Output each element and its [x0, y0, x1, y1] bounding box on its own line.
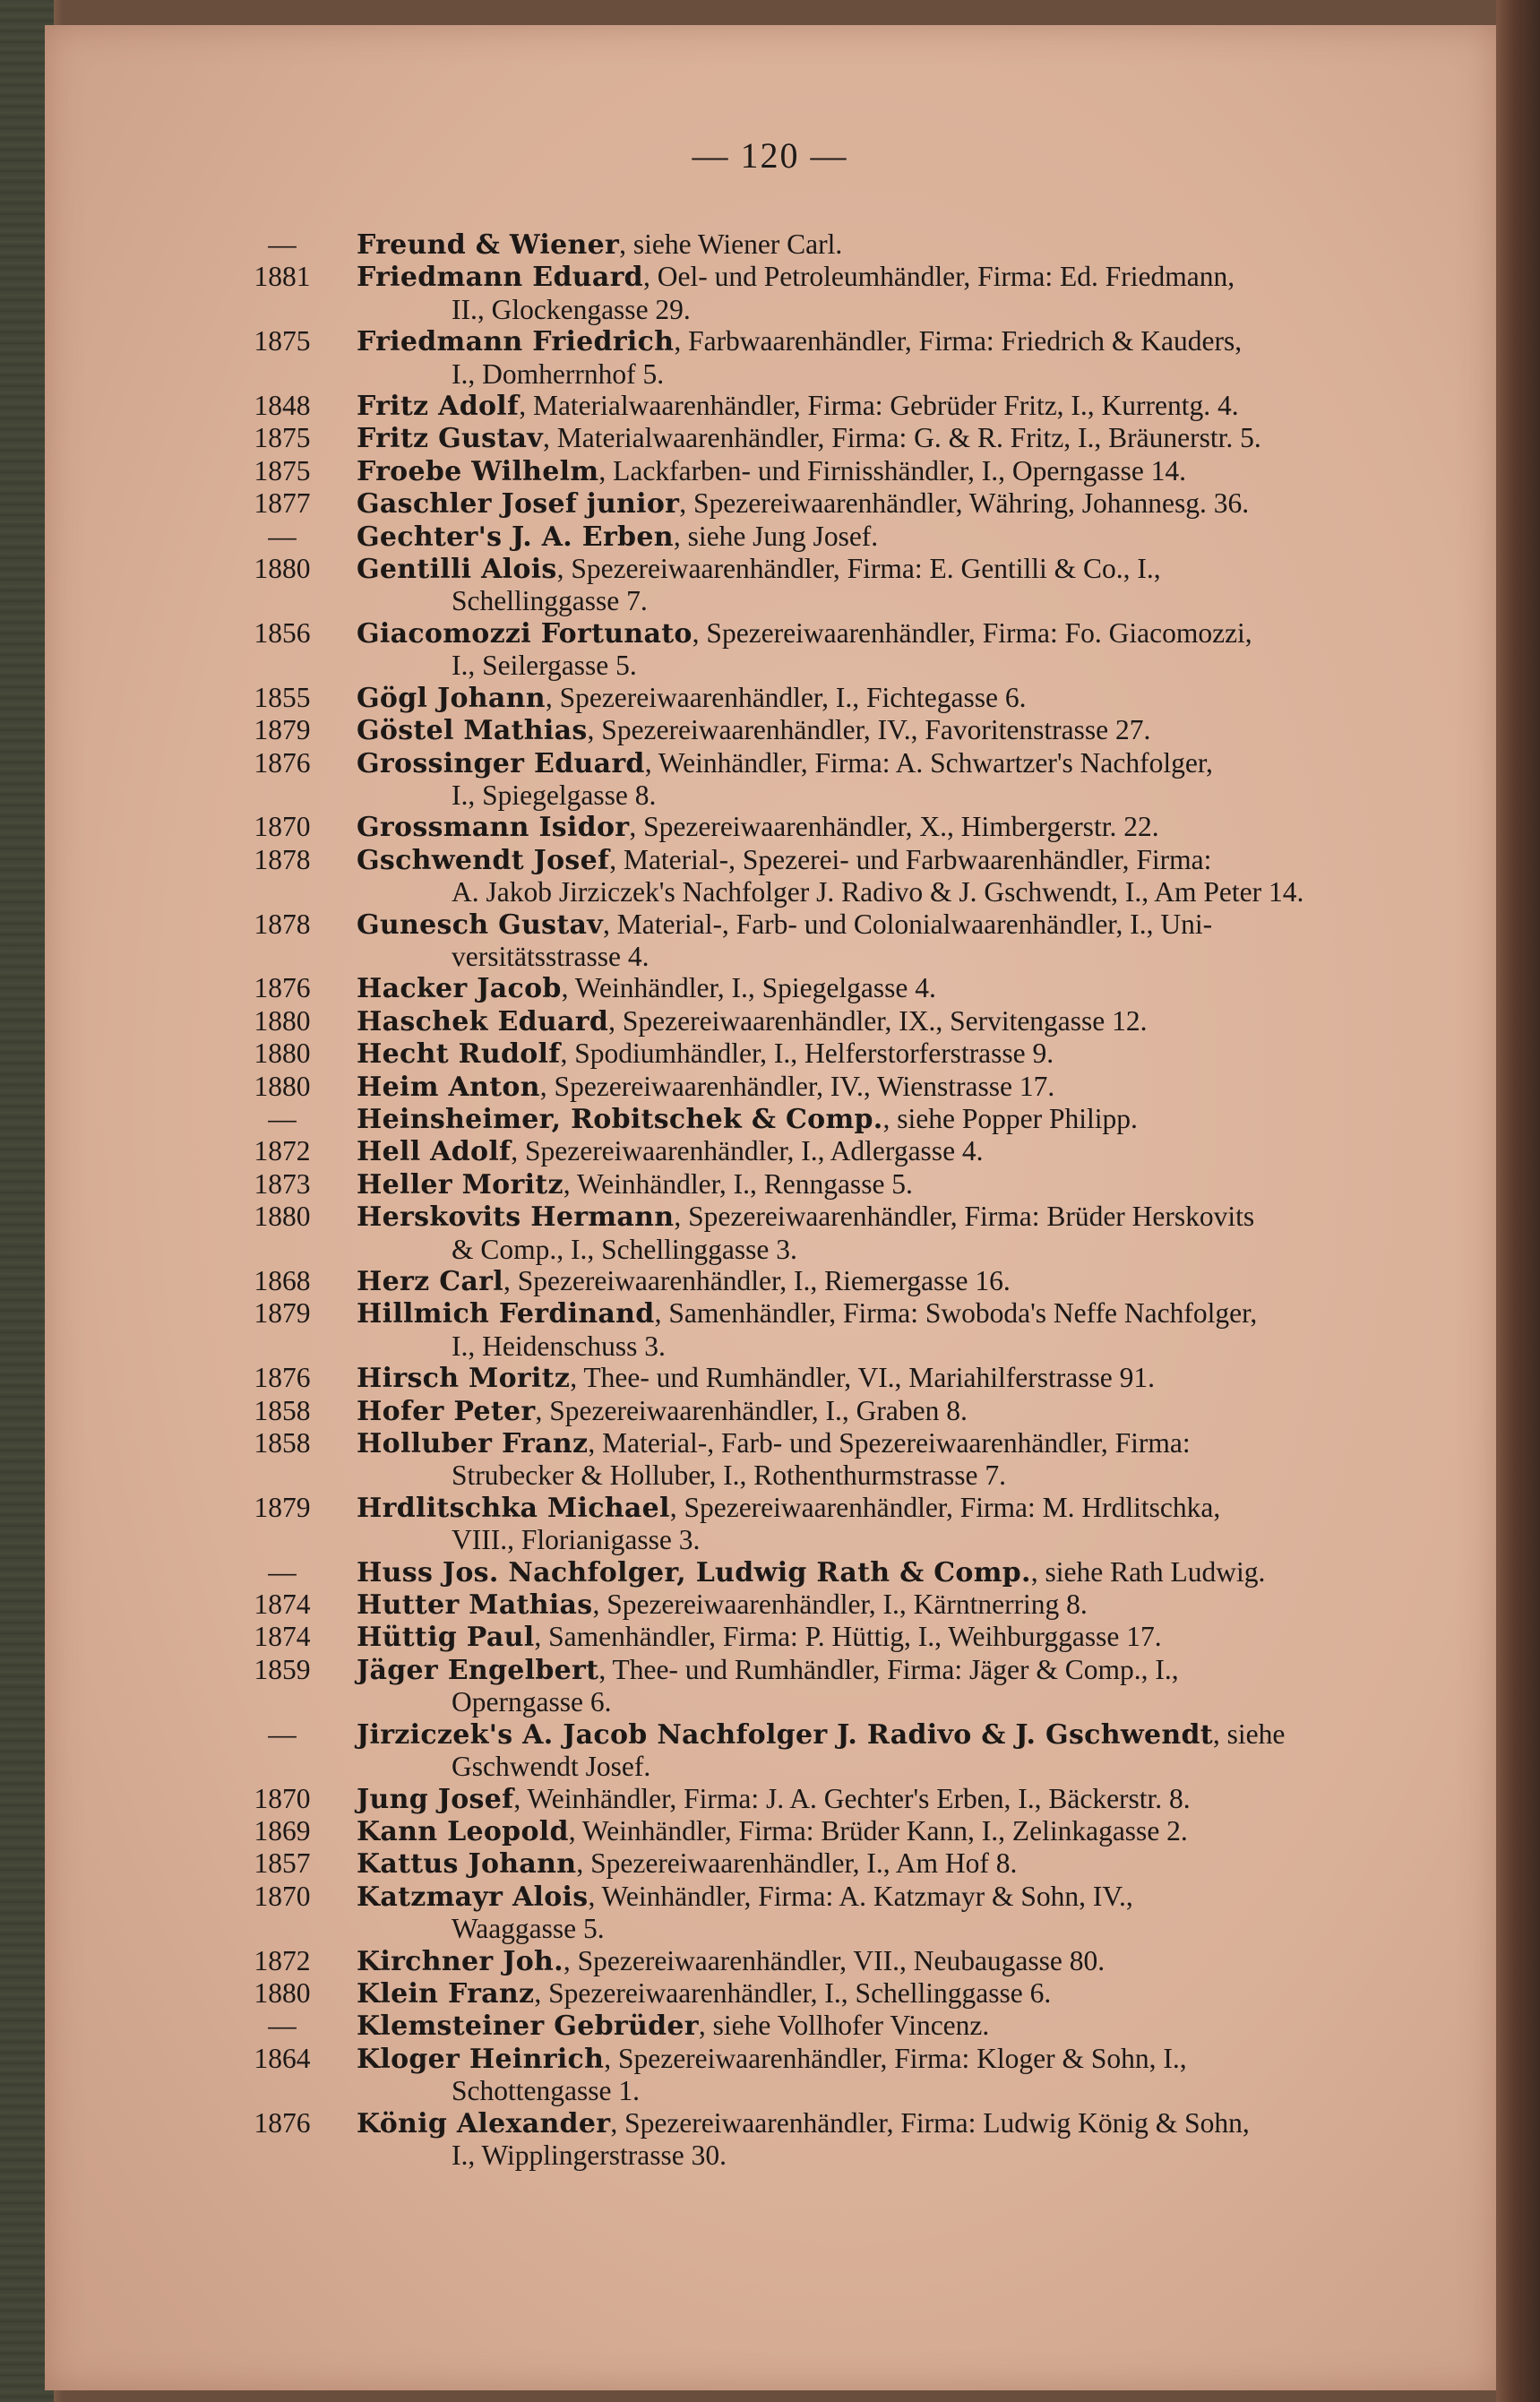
entry-continuation: Waaggasse 5.	[452, 1913, 605, 1945]
directory-entry	[242, 1297, 1424, 1362]
directory-entry	[242, 325, 1424, 390]
entry-text: , Material-, Farb- und Colonialwaarenhändler, I., Uni-	[603, 908, 1213, 940]
entry-body	[357, 455, 1424, 487]
entry-text: , Spezereiwaarenhändler, I., Kärntnerring 8.	[592, 1588, 1088, 1621]
entry-name: Heim Anton	[357, 1071, 540, 1103]
entry-body	[357, 1265, 1424, 1297]
entry-continuation: versitätsstrasse 4.	[452, 940, 650, 972]
entry-text: , Materialwaarenhändler, Firma: Gebrüder Fritz, I., Kurrentg. 4.	[519, 390, 1239, 422]
entry-year: 1859	[254, 1653, 311, 1685]
directory-entry	[242, 811, 1424, 843]
entry-year: 1855	[254, 681, 311, 713]
entry-year: 1873	[254, 1167, 311, 1200]
entry-body	[357, 1847, 1424, 1880]
entry-text: , siehe Vollhofer Vincenz.	[698, 2010, 990, 2042]
entry-text: , Weinhändler, I., Spiegelgasse 4.	[561, 972, 936, 1004]
entry-text: , Oel- und Petroleumhändler, Firma: Ed. Friedmann,	[642, 261, 1235, 293]
entry-body	[357, 1395, 1424, 1427]
entry-year: 1856	[254, 616, 311, 649]
directory-entry	[242, 1265, 1424, 1297]
entry-name: Giacomozzi Fortunato	[357, 617, 693, 650]
book-edge	[1496, 0, 1540, 2402]
entry-continuation: A. Jakob Jirziczek's Nachfolger J. Radivo & J. Gschwendt, I., Am Peter 14.	[452, 876, 1304, 908]
entry-body	[357, 972, 1424, 1004]
entry-body	[357, 1815, 1424, 1847]
entry-year: 1876	[254, 2106, 311, 2139]
entry-body	[357, 1168, 1424, 1201]
entry-year: 1878	[254, 908, 311, 940]
entry-text: , Spezereiwaarenhändler, Firma: Fo. Giacomozzi,	[692, 616, 1252, 649]
entry-name: Hutter Mathias	[357, 1589, 593, 1622]
entry-year: 1848	[254, 390, 311, 422]
entry-body	[357, 1621, 1424, 1653]
entry-continuation: Gschwendt Josef.	[452, 1751, 651, 1783]
directory-entry	[242, 487, 1424, 520]
entry-text: , siehe Wiener Carl.	[619, 228, 843, 260]
entry-text: , Material-, Spezerei- und Farbwaarenhändler, Firma:	[609, 843, 1212, 875]
entry-year: 1879	[254, 1297, 311, 1330]
directory-entry	[242, 1815, 1424, 1847]
entry-body	[357, 1588, 1424, 1621]
entry-name: Hacker Jacob	[357, 973, 562, 1005]
entry-year: 1874	[254, 1588, 311, 1621]
entry-continuation: Schottengasse 1.	[452, 2075, 640, 2107]
entry-year: 1875	[254, 422, 311, 454]
directory-entry	[242, 1621, 1424, 1653]
directory-entry	[242, 1718, 1424, 1783]
directory-entry	[242, 1103, 1424, 1135]
entry-year: 1881	[254, 261, 311, 293]
entry-text: , Thee- und Rumhändler, Firma: Jäger & Comp., I.,	[598, 1653, 1179, 1685]
directory-entry	[242, 1037, 1424, 1070]
entry-year: 1880	[254, 1037, 311, 1070]
entry-text: , Materialwaarenhändler, Firma: G. & R. Fritz, I., Bräunerstr. 5.	[542, 422, 1261, 454]
entry-year: 1858	[254, 1394, 311, 1426]
entry-year: 1876	[254, 972, 311, 1004]
entry-text: , Spezereiwaarenhändler, Währing, Johannesg. 36.	[679, 487, 1250, 520]
entry-continuation: & Comp., I., Schellinggasse 3.	[452, 1233, 797, 1265]
entry-text: , Spezereiwaarenhändler, I., Fichtegasse 6.	[545, 681, 1027, 713]
directory-entry	[242, 747, 1424, 812]
entry-text: , siehe Popper Philipp.	[882, 1102, 1138, 1134]
entry-text: , Spezereiwaarenhändler, Firma: Ludwig König & Sohn,	[610, 2106, 1250, 2139]
entry-name: Gentilli Alois	[357, 554, 557, 586]
entry-name: Fritz Gustav	[357, 423, 543, 455]
entry-name: Hirsch Moritz	[357, 1363, 571, 1395]
entry-name: Klein Franz	[357, 1977, 535, 2010]
directory-entry	[242, 1005, 1424, 1037]
entry-name: Klemsteiner Gebrüder	[357, 2010, 699, 2043]
entry-body	[357, 2107, 1424, 2139]
entry-body	[357, 1427, 1424, 1459]
entry-body	[357, 553, 1424, 585]
entry-name: Göstel Mathias	[357, 715, 588, 747]
directory-entry	[242, 1135, 1424, 1167]
directory-entry	[242, 553, 1424, 617]
directory-entry	[242, 390, 1424, 422]
directory-entry	[242, 521, 1424, 553]
directory-entry	[242, 1071, 1424, 1103]
entry-year: 1857	[254, 1847, 311, 1880]
entry-body	[357, 844, 1424, 876]
entry-body	[357, 390, 1424, 422]
entry-name: Hillmich Ferdinand	[357, 1298, 655, 1330]
entry-name: Kloger Heinrich	[357, 2043, 605, 2075]
entry-year: —	[268, 1555, 297, 1588]
entry-text: , Thee- und Rumhändler, VI., Mariahilferstrasse 91.	[570, 1362, 1155, 1394]
entry-continuation: II., Glockengasse 29.	[452, 293, 691, 325]
entry-text: , Spezereiwaarenhändler, IV., Favoritenstrasse 27.	[587, 714, 1151, 746]
entry-name: Friedmann Eduard	[357, 262, 643, 294]
directory-entry	[242, 1201, 1424, 1265]
entry-continuation: I., Wipplingerstrasse 30.	[452, 2139, 727, 2171]
entry-body	[357, 1103, 1424, 1135]
entry-text: , siehe Jung Josef.	[673, 520, 879, 552]
entry-year: 1870	[254, 1880, 311, 1912]
entry-body	[357, 1071, 1424, 1103]
entry-text: , Weinhändler, Firma: Brüder Kann, I., Zelinkagasse 2.	[568, 1814, 1188, 1847]
entry-body	[357, 1654, 1424, 1686]
entry-body	[357, 1977, 1424, 2010]
entry-year: 1878	[254, 843, 311, 875]
entry-text: , Farbwaarenhändler, Firma: Friedrich & Kauders,	[674, 325, 1243, 357]
entry-year: 1872	[254, 1944, 311, 1976]
directory-entry	[242, 1492, 1424, 1556]
directory-entry	[242, 228, 1424, 261]
entry-name: Jirziczek's A. Jacob Nachfolger J. Radivo & J. Gschwendt	[357, 1718, 1213, 1751]
entry-text: , Lackfarben- und Firnisshändler, I., Operngasse 14.	[598, 454, 1187, 486]
entry-body	[357, 1037, 1424, 1070]
entry-text: , Spodiumhändler, I., Helferstorferstrasse 9.	[560, 1037, 1054, 1070]
entry-year: 1880	[254, 1201, 311, 1233]
entry-continuation: Strubecker & Holluber, I., Rothenthurmstrasse 7.	[452, 1459, 1006, 1492]
entry-continuation: I., Heidenschuss 3.	[452, 1330, 666, 1362]
directory-entry	[242, 455, 1424, 487]
entry-name: Hüttig Paul	[357, 1622, 535, 1654]
entry-year: 1877	[254, 487, 311, 520]
directory-entry	[242, 844, 1424, 908]
entry-year: 1880	[254, 553, 311, 585]
directory-entry	[242, 1362, 1424, 1394]
entry-body	[357, 325, 1424, 357]
entry-name: Kirchner Joh.	[357, 1945, 564, 1977]
entry-year: 1870	[254, 811, 311, 843]
directory-entry	[242, 1977, 1424, 2010]
entry-continuation: Operngasse 6.	[452, 1686, 612, 1718]
entry-year: 1876	[254, 1362, 311, 1394]
entry-text: , Spezereiwaarenhändler, Firma: M. Hrdlitschka,	[669, 1491, 1221, 1523]
entry-text: , Weinhändler, Firma: A. Schwartzer's Nachfolger,	[644, 746, 1213, 779]
entry-body	[357, 617, 1424, 650]
entry-body	[357, 1783, 1424, 1815]
entry-body	[357, 1201, 1424, 1233]
entry-body	[357, 1881, 1424, 1913]
directory-entry	[242, 908, 1424, 973]
entry-year: —	[268, 1102, 297, 1134]
entry-body	[357, 747, 1424, 779]
entry-text: , siehe	[1212, 1718, 1286, 1750]
entry-body	[357, 422, 1424, 454]
entry-name: Hrdlitschka Michael	[357, 1492, 670, 1524]
entry-name: Hecht Rudolf	[357, 1038, 561, 1071]
directory-entry	[242, 2107, 1424, 2172]
entry-name: Herz Carl	[357, 1266, 503, 1297]
entry-year: —	[268, 520, 297, 552]
entry-year: 1879	[254, 714, 311, 746]
entry-body	[357, 2043, 1424, 2075]
entry-text: , Weinhändler, Firma: A. Katzmayr & Sohn, IV.,	[588, 1880, 1133, 1912]
entry-body	[357, 487, 1424, 520]
entry-year: 1868	[254, 1265, 311, 1296]
entry-name: Friedmann Friedrich	[357, 326, 675, 358]
entry-text: , Spezereiwaarenhändler, X., Himbergerstr. 22.	[629, 811, 1159, 843]
directory-entry	[242, 682, 1424, 714]
entry-text: , Spezereiwaarenhändler, Firma: Kloger & Sohn, I.,	[604, 2042, 1187, 2074]
entry-body	[357, 1718, 1424, 1751]
directory-entry	[242, 714, 1424, 746]
entry-year: 1869	[254, 1814, 311, 1847]
directory-entry	[242, 1168, 1424, 1201]
entry-name: Haschek Eduard	[357, 1005, 609, 1037]
entry-name: Heller Moritz	[357, 1168, 564, 1201]
entry-name: Katzmayr Alois	[357, 1881, 589, 1913]
entry-body	[357, 811, 1424, 843]
entry-name: Gunesch Gustav	[357, 908, 603, 941]
entry-text: , Samenhändler, Firma: Swoboda's Neffe Nachfolger,	[654, 1297, 1258, 1330]
entry-body	[357, 682, 1424, 714]
entry-year: 1875	[254, 454, 311, 486]
directory-entry	[242, 1556, 1424, 1588]
entry-body	[357, 1362, 1424, 1394]
entry-name: Herskovits Hermann	[357, 1201, 675, 1234]
directory-entry	[242, 1783, 1424, 1815]
entry-text: , Spezereiwaarenhändler, Firma: Brüder Herskovits	[674, 1201, 1255, 1233]
entry-year: —	[268, 228, 297, 260]
entry-name: Gschwendt Josef	[357, 844, 610, 876]
entry-year: 1874	[254, 1621, 311, 1653]
entry-continuation: I., Spiegelgasse 8.	[452, 779, 657, 811]
directory-entry	[242, 2043, 1424, 2107]
directory-entry	[242, 2010, 1424, 2042]
entry-name: Kann Leopold	[357, 1815, 569, 1847]
directory-entries	[242, 228, 1424, 2171]
entry-name: Gaschler Josef junior	[357, 488, 680, 521]
entry-body	[357, 1005, 1424, 1037]
entry-continuation: I., Seilergasse 5.	[452, 650, 637, 682]
directory-entry	[242, 1881, 1424, 1945]
entry-text: , Spezereiwaarenhändler, I., Graben 8.	[535, 1394, 968, 1426]
entry-body	[357, 714, 1424, 746]
entry-year: —	[268, 1718, 297, 1750]
entry-name: Fritz Adolf	[357, 391, 520, 423]
directory-entry	[242, 1945, 1424, 1977]
entry-body	[357, 1135, 1424, 1167]
entry-name: Kattus Johann	[357, 1848, 577, 1881]
entry-name: Huss Jos. Nachfolger, Ludwig Rath & Comp.	[357, 1556, 1031, 1588]
page-number: — 120 —	[692, 135, 848, 176]
entry-year: 1872	[254, 1135, 311, 1167]
entry-name: Jäger Engelbert	[357, 1654, 599, 1686]
entry-name: König Alexander	[357, 2107, 611, 2139]
entry-name: Grossinger Eduard	[357, 747, 645, 779]
entry-year: 1858	[254, 1427, 311, 1459]
entry-year: —	[268, 2010, 297, 2042]
entry-body	[357, 1297, 1424, 1330]
entry-year: 1876	[254, 746, 311, 779]
entry-name: Heinsheimer, Robitschek & Comp.	[357, 1103, 883, 1135]
entry-text: , siehe Rath Ludwig.	[1030, 1555, 1266, 1588]
entry-name: Gögl Johann	[357, 682, 546, 714]
entry-name: Froebe Wilhelm	[357, 455, 599, 487]
directory-entry	[242, 1847, 1424, 1880]
entry-text: , Spezereiwaarenhändler, I., Riemergasse 16.	[503, 1265, 1011, 1296]
entry-name: Freund & Wiener	[357, 229, 620, 261]
entry-year: 1879	[254, 1491, 311, 1523]
entry-text: , Weinhändler, Firma: J. A. Gechter's Erben, I., Bäckerstr. 8.	[513, 1782, 1191, 1814]
entry-continuation: VIII., Florianigasse 3.	[452, 1524, 701, 1556]
directory-entry	[242, 261, 1424, 325]
entry-body	[357, 261, 1424, 293]
entry-text: , Spezereiwaarenhändler, IX., Servitengasse 12.	[608, 1004, 1148, 1037]
entry-name: Grossmann Isidor	[357, 812, 630, 844]
entry-text: , Spezereiwaarenhändler, I., Adlergasse 4.	[511, 1135, 984, 1167]
entry-text: , Spezereiwaarenhändler, IV., Wienstrasse 17.	[539, 1070, 1055, 1102]
entry-body	[357, 228, 1424, 261]
entry-body	[357, 521, 1424, 553]
entry-year: 1864	[254, 2042, 311, 2074]
directory-entry	[242, 617, 1424, 682]
entry-text: , Samenhändler, Firma: P. Hüttig, I., Weihburggasse 17.	[534, 1621, 1162, 1653]
directory-entry	[242, 972, 1424, 1004]
entry-text: , Spezereiwaarenhändler, I., Schellinggasse 6.	[534, 1976, 1052, 2009]
entry-body	[357, 1492, 1424, 1524]
entry-name: Hell Adolf	[357, 1136, 512, 1168]
entry-text: , Spezereiwaarenhändler, I., Am Hof 8.	[576, 1847, 1018, 1880]
entry-year: 1870	[254, 1782, 311, 1814]
entry-year: 1880	[254, 1976, 311, 2009]
entry-body	[357, 908, 1424, 941]
entry-text: , Weinhändler, I., Renngasse 5.	[563, 1167, 913, 1200]
entry-name: Jung Josef	[357, 1783, 514, 1815]
entry-year: 1875	[254, 325, 311, 357]
directory-entry	[242, 1395, 1424, 1427]
directory-entry	[242, 1427, 1424, 1492]
entry-continuation: I., Domherrnhof 5.	[452, 357, 665, 390]
entry-body	[357, 1556, 1424, 1588]
entry-body	[357, 1945, 1424, 1977]
entry-text: , Material-, Farb- und Spezereiwaarenhändler, Firma:	[588, 1427, 1191, 1459]
entry-name: Holluber Franz	[357, 1428, 589, 1460]
entry-body	[357, 2010, 1424, 2042]
entry-name: Hofer Peter	[357, 1395, 536, 1427]
directory-entry	[242, 1588, 1424, 1621]
entry-year: 1880	[254, 1004, 311, 1037]
directory-entry	[242, 1654, 1424, 1718]
entry-name: Gechter's J. A. Erben	[357, 521, 674, 553]
entry-text: , Spezereiwaarenhändler, Firma: E. Gentilli & Co., I.,	[556, 553, 1161, 585]
directory-entry	[242, 422, 1424, 454]
entry-continuation: Schellinggasse 7.	[452, 585, 648, 617]
entry-year: 1880	[254, 1070, 311, 1102]
entry-text: , Spezereiwaarenhändler, VII., Neubaugasse 80.	[563, 1944, 1106, 1976]
